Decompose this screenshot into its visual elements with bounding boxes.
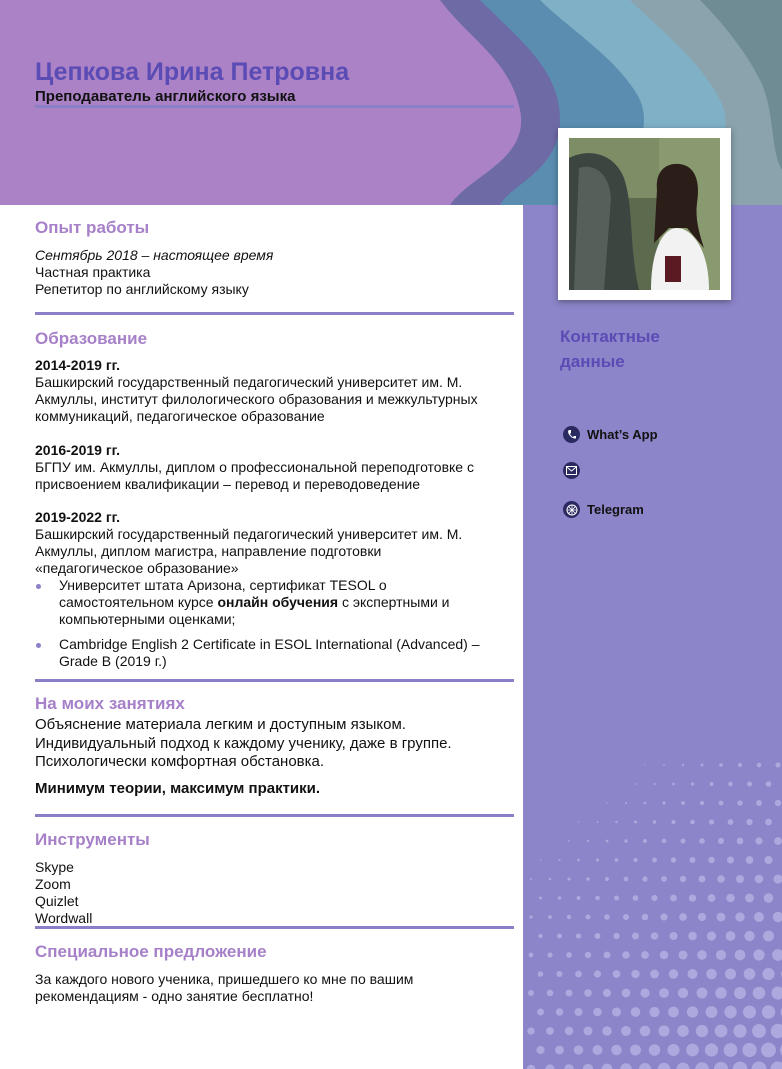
lessons-title: На моих занятиях — [35, 694, 185, 713]
lessons-text: Психологически комфортная обстановка. — [35, 753, 325, 770]
education-text: присвоением квалификации – перевод и переводоведение — [35, 476, 421, 492]
section-divider — [35, 679, 514, 682]
experience-period: Сентябрь 2018 – настоящее время — [35, 247, 274, 263]
certificates-list — [35, 577, 514, 678]
profile-photo — [569, 138, 720, 290]
tool-item: Quizlet — [35, 893, 79, 909]
education-text: «педагогическое образование» — [35, 560, 239, 576]
education-years: 2016-2019 гг. — [35, 442, 120, 458]
education-text: БГПУ им. Акмуллы, диплом о профессиональной переподготовке с — [35, 459, 474, 475]
list-item: Cambridge English 2 Certificate in ESOL International (Advanced) – Grade B (2019 г.) — [35, 636, 514, 670]
education-text: коммуникаций, педагогическое образование — [35, 408, 325, 424]
tool-item: Wordwall — [35, 910, 93, 926]
experience-role: Репетитор по английскому языку — [35, 281, 249, 297]
profile-photo-frame — [558, 128, 731, 300]
section-divider — [35, 926, 514, 929]
list-item: Университет штата Аризона, сертификат TESOL о самостоятельном курсе онлайн обучения с экспертными и компьютерными оценками; — [35, 577, 514, 628]
contact-whatsapp[interactable] — [563, 426, 658, 443]
contact-email[interactable] — [563, 462, 587, 479]
lessons-text: Объяснение материала легким и доступным языком. — [35, 716, 406, 733]
experience-title: Опыт работы — [35, 218, 150, 237]
section-divider — [35, 814, 514, 817]
education-text: Акмуллы, институт филологического образования и межкультурных — [35, 391, 478, 407]
contacts-title: Контактные данные — [560, 327, 660, 371]
contact-label: Telegram — [587, 502, 644, 517]
job-title: Преподаватель английского языка — [35, 88, 296, 105]
section-divider — [35, 312, 514, 315]
lessons-motto: Минимум теории, максимум практики. — [35, 780, 321, 797]
mail-icon — [563, 462, 580, 479]
education-text: Башкирский государственный педагогический университет им. М. — [35, 526, 463, 542]
offer-text: За каждого нового ученика, пришедшего ко мне по вашим — [35, 971, 414, 987]
telegram-icon — [563, 501, 580, 518]
education-years: 2019-2022 гг. — [35, 509, 120, 525]
tool-item: Skype — [35, 859, 74, 875]
tools-title: Инструменты — [35, 830, 150, 849]
phone-icon — [563, 426, 580, 443]
offer-title: Специальное предложение — [35, 942, 267, 961]
education-text: Башкирский государственный педагогический университет им. М. — [35, 374, 463, 390]
education-text: Акмуллы, диплом магистра, направление подготовки — [35, 543, 382, 559]
lessons-text: Индивидуальный подход к каждому ученику, даже в группе. — [35, 735, 452, 752]
tool-item: Zoom — [35, 876, 71, 892]
contact-label: What’s App — [587, 427, 658, 442]
contact-telegram[interactable] — [563, 501, 644, 518]
education-years: 2014-2019 гг. — [35, 357, 120, 373]
page-title: Цепкова Ирина Петровна — [35, 58, 350, 86]
education-title: Образование — [35, 329, 148, 348]
offer-text: рекомендациям - одно занятие бесплатно! — [35, 988, 314, 1004]
experience-place: Частная практика — [35, 264, 151, 280]
header-divider — [35, 105, 514, 108]
